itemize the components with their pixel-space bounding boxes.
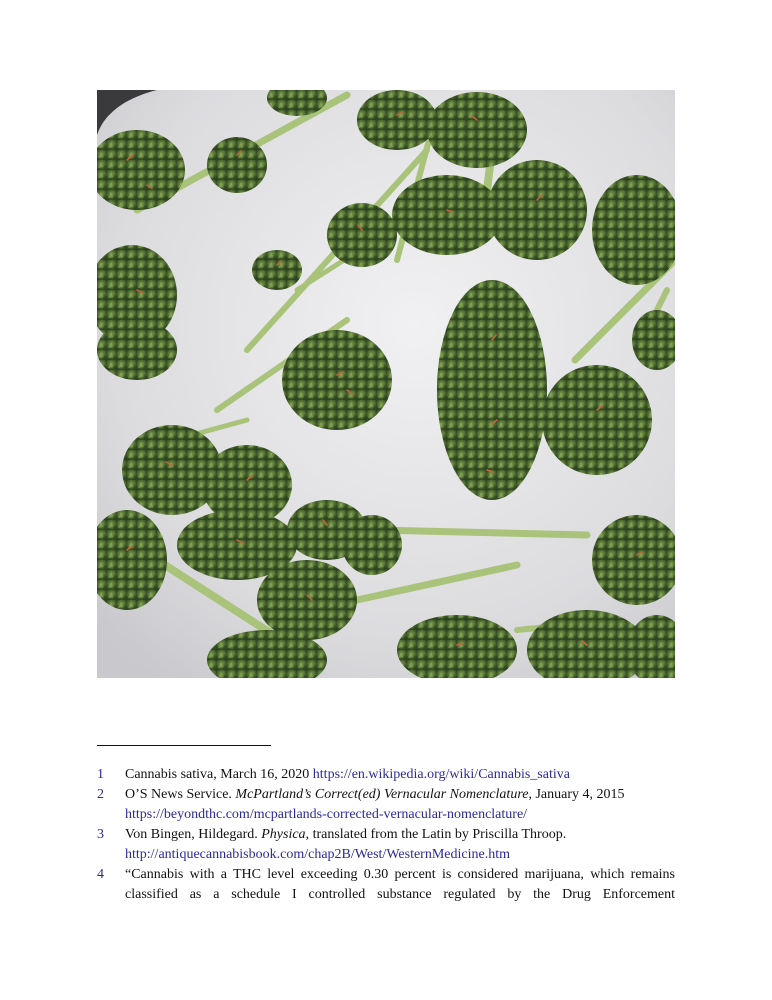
footnote-number: 3 [97, 827, 104, 842]
footnote-text: “Cannabis with a THC level exceeding 0.30 percent is considered marijuana, which remains classified as a schedule I controlled substance regulated by the Drug Enforcement [125, 867, 675, 902]
footnote-1 [97, 765, 675, 785]
footnote-link[interactable]: https://beyondthc.com/mcpartlands-corrected-vernacular-nomenclature/ [125, 807, 528, 822]
footnote-number: 2 [97, 787, 104, 802]
footnote-number: 1 [97, 767, 104, 782]
footnote-separator [97, 745, 271, 746]
footnote-text: Cannabis sativa, March 16, 2020 https://en.wikipedia.org/wiki/Cannabis_sativa [125, 767, 570, 782]
footnotes [97, 765, 675, 905]
footnote-4 [97, 865, 675, 905]
footnote-text: Von Bingen, Hildegard. Physica, translated from the Latin by Priscilla Throop. http://antiquecannabisbook.com/chap2B/West/WesternMedicine.htm [125, 827, 567, 862]
footnote-title: McPartland’s Correct(ed) Vernacular Nomenclature [235, 787, 529, 802]
cannabis-buds-illustration [97, 90, 675, 678]
footnote-2 [97, 785, 675, 825]
footnote-link[interactable]: http://antiquecannabisbook.com/chap2B/West/WesternMedicine.htm [125, 847, 510, 862]
footnote-title: Physica [261, 827, 306, 842]
cannabis-buds-photo [97, 90, 675, 678]
footnote-3 [97, 825, 675, 865]
footnote-number: 4 [97, 867, 104, 882]
footnote-link[interactable]: https://en.wikipedia.org/wiki/Cannabis_sativa [312, 767, 570, 782]
footnote-text: O’S News Service. McPartland’s Correct(ed) Vernacular Nomenclature, January 4, 2015 https://beyondthc.com/mcpartlands-corrected-vernacular-nomenclature/ [125, 787, 625, 822]
